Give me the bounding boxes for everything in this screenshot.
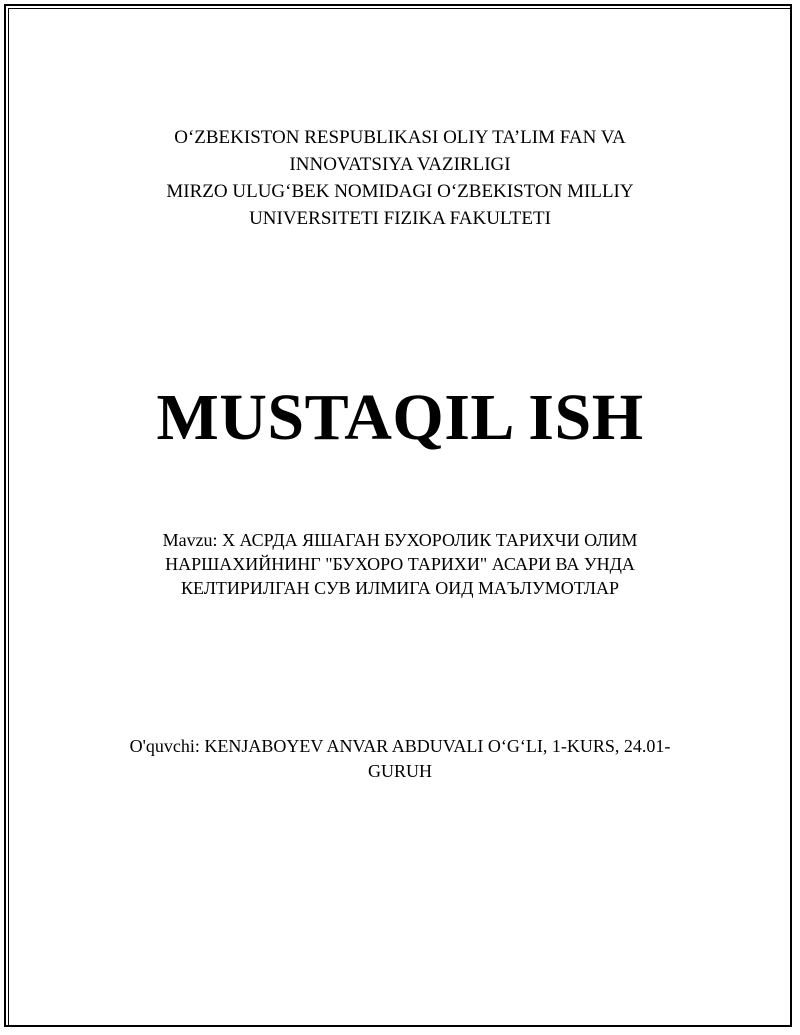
ministry-line-1: O‘ZBEKISTON RESPUBLIKASI OLIY TA’LIM FAN VA xyxy=(174,127,626,148)
student-line-2: GURUH xyxy=(367,761,432,781)
topic-line-2: НАРШАХИЙНИНГ "БУХОРО ТАРИХИ" АСАРИ ВА УНДА xyxy=(165,554,635,574)
topic-line-3: КЕЛТИРИЛГАН СУВ ИЛМИГА ОИД МАЪЛУМОТЛАР xyxy=(180,578,620,598)
ministry-line-4: UNIVERSITETI FIZIKA FAKULTETI xyxy=(249,208,551,229)
student-info xyxy=(0,734,800,784)
topic-block xyxy=(0,528,800,600)
student-line-1: O'quvchi: KENJABOYEV ANVAR ABDUVALI O‘G‘LI, 1-KURS, 24.01- xyxy=(129,736,671,756)
ministry-heading xyxy=(0,124,800,232)
ministry-line-3: MIRZO ULUG‘BEK NOMIDAGI O‘ZBEKISTON MILLIY xyxy=(166,181,634,202)
topic-line-1: Mavzu: X АСРДА ЯШАГАН БУХОРОЛИК ТАРИХЧИ ОЛИМ xyxy=(162,530,638,550)
ministry-line-2: INNOVATSIYA VAZIRLIGI xyxy=(289,154,511,175)
document-title: MUSTAQIL ISH xyxy=(156,381,644,454)
